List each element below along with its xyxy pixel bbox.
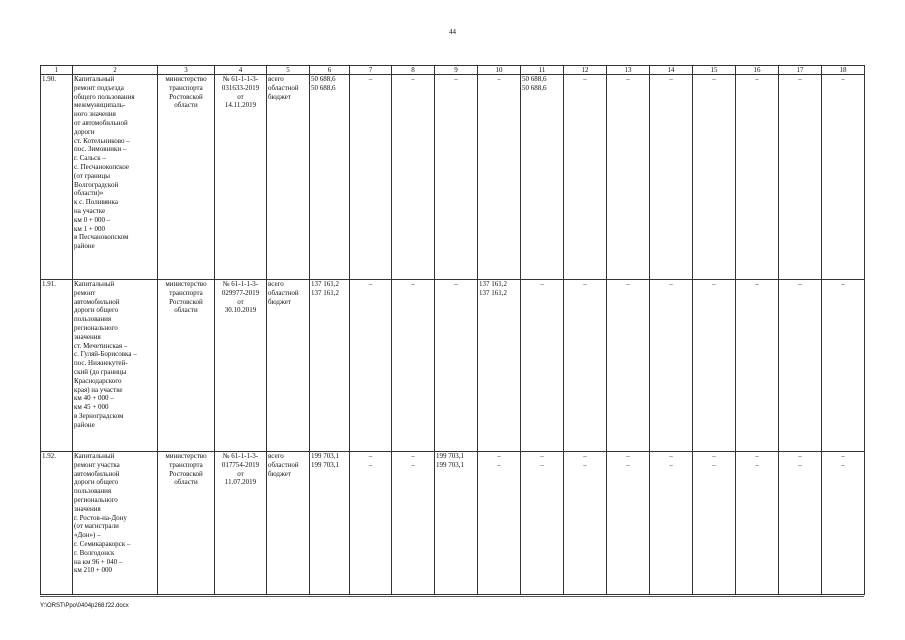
year-amount-col-8-line: –	[411, 452, 415, 460]
column-number-9: 9	[435, 66, 478, 75]
column-number-14: 14	[650, 66, 693, 75]
responsible-org	[158, 452, 215, 595]
year-amount-col-14	[650, 280, 693, 452]
object-name-line: пользования	[74, 487, 112, 496]
responsible-org-line: министерство	[165, 452, 207, 460]
year-amount-col-8	[392, 452, 435, 595]
year-amount-col-17-line: –	[798, 280, 802, 288]
object-name-line: общего пользования	[74, 92, 135, 101]
expertise-document-line: от	[237, 92, 244, 101]
table-row	[41, 75, 865, 280]
table-row	[41, 280, 865, 452]
object-name-line: «Дон») –	[74, 531, 101, 540]
year-amount-col-7-line: –	[368, 280, 373, 288]
object-name-line: районе	[74, 420, 95, 429]
expertise-document-line: 11.07.2019	[224, 478, 257, 487]
funding-source	[267, 280, 310, 452]
funding-source-line: областной	[268, 83, 299, 92]
funding-source-line: всего	[268, 452, 284, 460]
total-amount	[310, 452, 350, 595]
funding-source-line: бюджет	[268, 92, 291, 101]
year-amount-col-11-line: –	[540, 452, 544, 460]
year-amount-col-9	[435, 280, 478, 452]
year-amount-col-9-line: –	[454, 75, 458, 83]
column-number-5: 5	[267, 66, 310, 75]
funding-source-line: областной	[268, 288, 299, 297]
object-name-line: ремонт подъезда	[74, 83, 124, 92]
object-name-line: (от магистрали	[74, 522, 119, 531]
year-amount-col-16-line: –	[755, 460, 759, 469]
year-amount-col-8-line: –	[411, 280, 415, 288]
year-amount-col-8	[392, 75, 435, 280]
object-name-line: ремонт	[74, 288, 96, 297]
object-name-line: районе	[74, 242, 95, 251]
year-amount-col-7-line: –	[368, 452, 373, 460]
total-amount-line: 199 703,1	[311, 452, 339, 460]
year-amount-col-7	[350, 75, 392, 280]
expertise-document-line: № 61-1-1-3-	[222, 452, 259, 460]
expertise-document-line: 14.11.2019	[224, 101, 257, 110]
expertise-document-line: 30.10.2019	[224, 306, 257, 315]
year-amount-col-9	[435, 75, 478, 280]
year-amount-col-16-line: –	[755, 452, 759, 460]
year-amount-col-8-line: –	[411, 460, 415, 469]
column-number-18: 18	[822, 66, 865, 75]
table-row	[41, 452, 865, 595]
object-name-line: пос. Зимовники –	[74, 145, 127, 154]
file-path-footer: Y:\ORST\Ppo\0404p268.f22.docx	[40, 603, 129, 609]
object-name-line: ного значения	[74, 110, 116, 119]
expertise-document	[215, 75, 267, 280]
object-name-line: в Песчанокопском	[74, 233, 129, 242]
object-name-line: дороги	[74, 127, 95, 136]
object-name-line: на участке	[74, 206, 106, 215]
total-amount	[310, 75, 350, 280]
year-amount-col-9	[435, 452, 478, 595]
year-amount-col-16-line: –	[755, 280, 759, 288]
column-number-4: 4	[215, 66, 267, 75]
funding-source-line: всего	[268, 280, 284, 288]
column-number-10: 10	[478, 66, 521, 75]
year-amount-col-7	[350, 280, 392, 452]
year-amount-col-11-line: –	[540, 280, 544, 288]
year-amount-col-7-line: –	[368, 75, 373, 83]
row-number: 1.90.	[41, 75, 73, 280]
object-name-line: ский (до границы	[74, 367, 127, 376]
year-amount-col-10	[478, 75, 521, 280]
column-number-15: 15	[693, 66, 736, 75]
funding-source-line: бюджет	[268, 297, 291, 306]
expertise-document	[215, 280, 267, 452]
column-number-3: 3	[158, 66, 215, 75]
object-name-line: от автомобильной	[74, 118, 128, 127]
year-amount-col-18-line: –	[841, 280, 845, 288]
year-amount-col-17	[779, 452, 822, 595]
responsible-org-line: Ростовской	[169, 469, 203, 478]
object-name-line: края) на участке	[74, 385, 123, 394]
year-amount-col-9-line: 199 703,1	[436, 460, 464, 469]
object-name-line: к с. Поливянка	[74, 198, 119, 207]
expertise-document-line: 017754-2019	[221, 460, 260, 469]
responsible-org-line: транспорта	[169, 460, 203, 469]
responsible-org	[158, 75, 215, 280]
year-amount-col-10-line: 137 161,2	[479, 288, 507, 297]
object-name-line: пос. Нижнекутей-	[74, 359, 128, 368]
year-amount-col-15-line: –	[712, 460, 716, 469]
responsible-org-line: министерство	[165, 280, 207, 288]
year-amount-col-13	[607, 280, 650, 452]
expertise-document-line: № 61-1-1-3-	[222, 280, 259, 288]
year-amount-col-16-line: –	[755, 75, 759, 83]
year-amount-col-15-line: –	[712, 452, 716, 460]
column-number-7: 7	[350, 66, 392, 75]
object-name-line: Краснодарского	[74, 376, 122, 385]
year-amount-col-8	[392, 280, 435, 452]
year-amount-col-14	[650, 452, 693, 595]
column-number-11: 11	[521, 66, 564, 75]
column-number-8: 8	[392, 66, 435, 75]
object-name-line: регионального	[74, 323, 118, 332]
year-amount-col-14-line: –	[669, 460, 673, 469]
column-number-2: 2	[73, 66, 158, 75]
column-number-6: 6	[310, 66, 350, 75]
year-amount-col-7	[350, 452, 392, 595]
year-amount-col-16	[736, 452, 779, 595]
object-name	[73, 452, 158, 595]
column-number-row	[41, 66, 865, 75]
expertise-document-line: 031633-2019	[221, 83, 260, 92]
year-amount-col-14-line: –	[669, 280, 673, 288]
year-amount-col-9-line: 199 703,1	[436, 452, 464, 460]
object-name-line: межмуниципаль-	[74, 101, 126, 110]
year-amount-col-9-line: –	[454, 280, 458, 288]
year-amount-col-13-line: –	[626, 75, 630, 83]
column-number-13: 13	[607, 66, 650, 75]
object-name-line: км 1 + 000	[74, 224, 106, 233]
year-amount-col-17	[779, 280, 822, 452]
year-amount-col-14-line: –	[669, 452, 673, 460]
object-name-line: км 210 + 000	[74, 566, 113, 575]
expertise-document-line: № 61-1-1-3-	[222, 75, 259, 83]
total-amount	[310, 280, 350, 452]
year-amount-col-14-line: –	[669, 75, 673, 83]
year-amount-col-7-line: –	[368, 460, 373, 469]
object-name-line: пользования	[74, 315, 112, 324]
column-number-17: 17	[779, 66, 822, 75]
object-name	[73, 280, 158, 452]
year-amount-col-15	[693, 75, 736, 280]
year-amount-col-15-line: –	[712, 75, 716, 83]
year-amount-col-11-line: 50 688,6	[522, 83, 547, 92]
expertise-document-line: от	[237, 297, 244, 306]
expertise-document-line: 029977-2019	[221, 288, 260, 297]
responsible-org-line: области	[174, 478, 198, 487]
funding-source-line: областной	[268, 460, 299, 469]
object-name-line: значения	[74, 504, 101, 513]
year-amount-col-12-line: –	[583, 280, 587, 288]
year-amount-col-10-line: 137 161,2	[479, 280, 507, 288]
year-amount-col-12-line: –	[583, 75, 587, 83]
column-number-16: 16	[736, 66, 779, 75]
year-amount-col-10	[478, 452, 521, 595]
total-amount-line: 137 161,2	[311, 288, 339, 297]
year-amount-col-15-line: –	[712, 280, 716, 288]
page-number: 44	[449, 28, 456, 36]
object-name-line: ремонт участка	[74, 460, 120, 469]
responsible-org-line: Ростовской	[169, 297, 203, 306]
year-amount-col-18	[822, 75, 865, 280]
object-name-line: км 0 + 000 –	[74, 215, 111, 224]
year-amount-col-12-line: –	[583, 452, 587, 460]
object-name-line: с. Гуляй-Борисовка –	[74, 350, 137, 359]
year-amount-col-13	[607, 75, 650, 280]
responsible-org-line: министерство	[165, 75, 207, 83]
responsible-org-line: транспорта	[169, 288, 203, 297]
year-amount-col-10	[478, 280, 521, 452]
responsible-org-line: области	[174, 101, 198, 110]
year-amount-col-13-line: –	[626, 280, 630, 288]
year-amount-col-10-line: –	[497, 460, 501, 469]
year-amount-col-17-line: –	[798, 75, 802, 83]
year-amount-col-16	[736, 280, 779, 452]
object-name-line: регионального	[74, 495, 118, 504]
object-name-line: г. Ростов-на-Дону	[74, 513, 127, 522]
object-name-line: км 45 + 000	[74, 403, 109, 412]
object-name-line: автомобильной	[74, 297, 120, 306]
year-amount-col-17-line: –	[798, 452, 802, 460]
object-name-line: с. Песчанокопское	[74, 162, 129, 171]
year-amount-col-13-line: –	[626, 460, 630, 469]
budget-table	[40, 65, 865, 595]
year-amount-col-18-line: –	[841, 460, 845, 469]
object-name-line: км 40 + 000 –	[74, 394, 114, 403]
year-amount-col-12	[564, 452, 607, 595]
column-number-1: 1	[41, 66, 73, 75]
object-name-line: ст. Котельниково –	[74, 136, 130, 145]
year-amount-col-12-line: –	[583, 460, 587, 469]
responsible-org-line: Ростовской	[169, 92, 203, 101]
object-name-line: ст. Мечетинская –	[74, 341, 128, 350]
object-name-line: Капитальный	[74, 280, 115, 288]
object-name-line: значения	[74, 332, 101, 341]
object-name-line: автомобильной	[74, 469, 120, 478]
object-name-line: области)»	[74, 189, 104, 198]
row-number: 1.92.	[41, 452, 73, 595]
object-name-line: в Зерноградском	[74, 411, 124, 420]
year-amount-col-12	[564, 280, 607, 452]
responsible-org-line: транспорта	[169, 83, 203, 92]
object-name-line: (от границы	[74, 171, 110, 180]
year-amount-col-8-line: –	[411, 75, 415, 83]
bottom-rule	[40, 596, 864, 597]
object-name-line: на км 96 + 040 –	[74, 557, 123, 566]
year-amount-col-11-line: 50 688,6	[522, 75, 547, 83]
year-amount-col-17-line: –	[798, 460, 802, 469]
responsible-org	[158, 280, 215, 452]
year-amount-col-11	[521, 452, 564, 595]
funding-source	[267, 452, 310, 595]
object-name-line: дороги общего	[74, 478, 119, 487]
object-name-line: г. Семикаракорск –	[74, 539, 131, 548]
object-name-line: г. Сальск –	[74, 154, 106, 163]
object-name	[73, 75, 158, 280]
total-amount-line: 50 688,6	[311, 75, 336, 83]
total-amount-line: 199 703,1	[311, 460, 339, 469]
object-name-line: Капитальный	[74, 452, 115, 460]
year-amount-col-14	[650, 75, 693, 280]
total-amount-line: 137 161,2	[311, 280, 339, 288]
object-name-line: Волгоградской	[74, 180, 119, 189]
row-number: 1.91.	[41, 280, 73, 452]
funding-source-line: бюджет	[268, 469, 291, 478]
year-amount-col-11	[521, 75, 564, 280]
year-amount-col-13	[607, 452, 650, 595]
year-amount-col-10-line: –	[497, 452, 501, 460]
expertise-document	[215, 452, 267, 595]
object-name-line: дороги общего	[74, 306, 119, 315]
year-amount-col-18-line: –	[841, 75, 845, 83]
year-amount-col-12	[564, 75, 607, 280]
year-amount-col-15	[693, 280, 736, 452]
year-amount-col-18	[822, 452, 865, 595]
expertise-document-line: от	[237, 469, 244, 478]
year-amount-col-13-line: –	[626, 452, 630, 460]
total-amount-line: 50 688,6	[311, 83, 336, 92]
object-name-line: Капитальный	[74, 75, 115, 83]
year-amount-col-10-line: –	[497, 75, 501, 83]
year-amount-col-11-line: –	[540, 460, 544, 469]
year-amount-col-16	[736, 75, 779, 280]
funding-source-line: всего	[268, 75, 284, 83]
object-name-line: г. Волгодонск	[74, 548, 115, 557]
funding-source	[267, 75, 310, 280]
year-amount-col-15	[693, 452, 736, 595]
column-number-12: 12	[564, 66, 607, 75]
year-amount-col-11	[521, 280, 564, 452]
year-amount-col-18	[822, 280, 865, 452]
year-amount-col-17	[779, 75, 822, 280]
year-amount-col-18-line: –	[841, 452, 845, 460]
responsible-org-line: области	[174, 306, 198, 315]
